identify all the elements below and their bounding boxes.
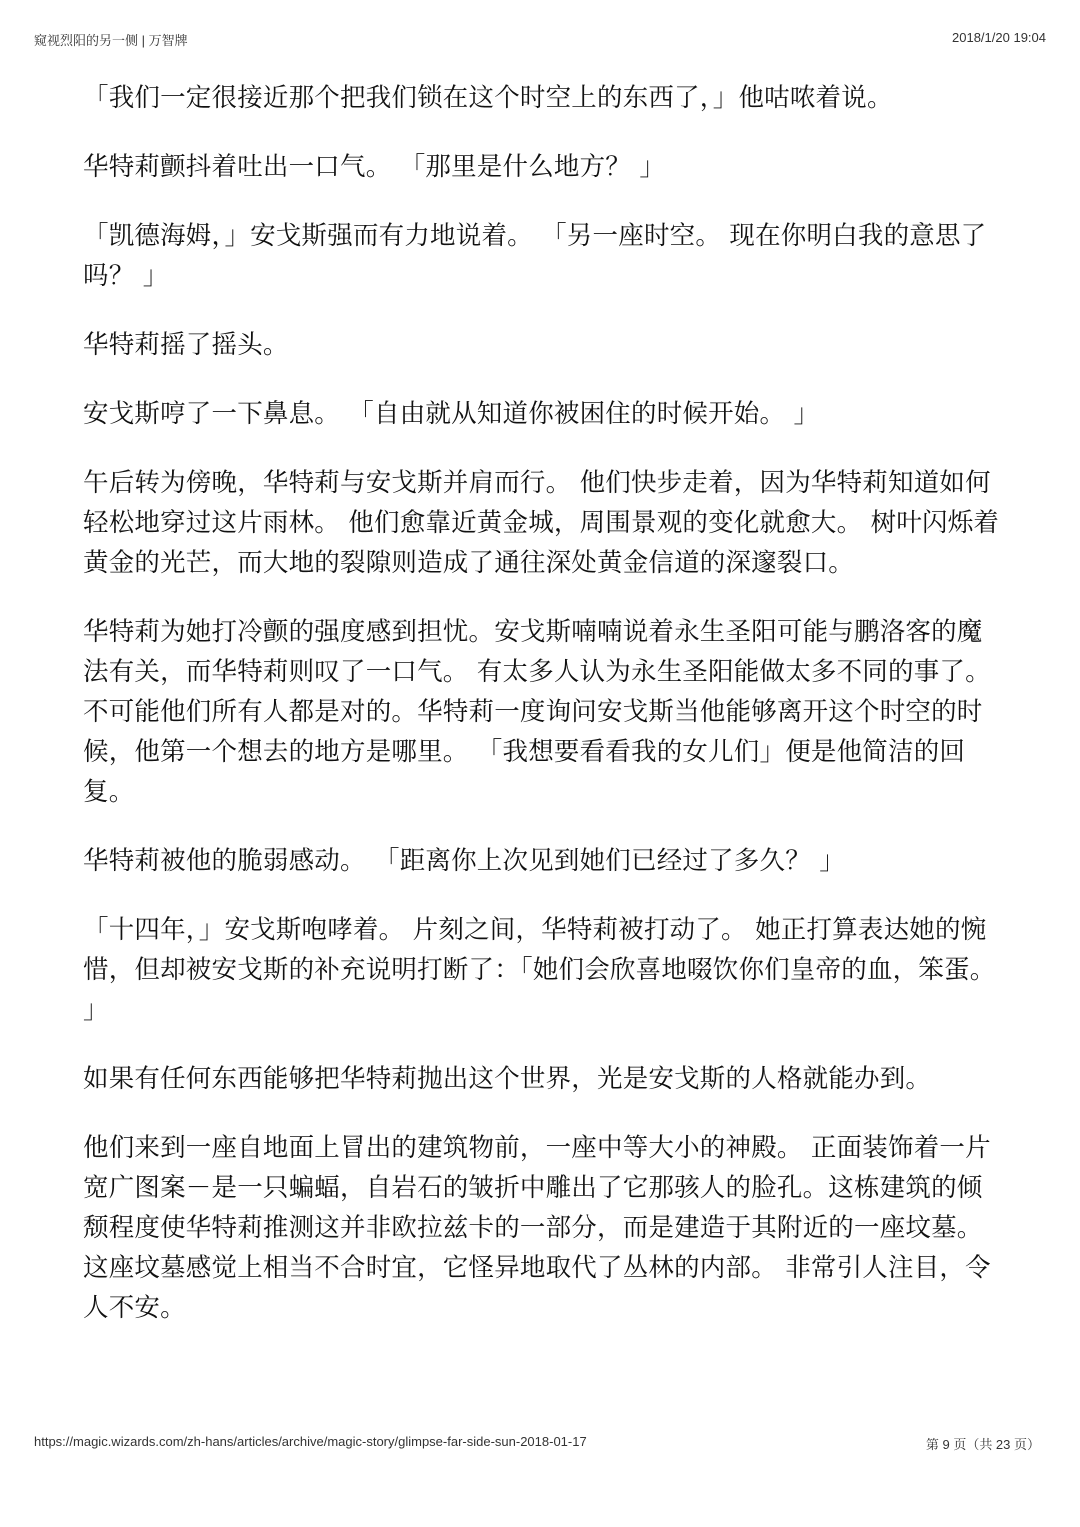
paragraph: 华特莉被他的脆弱感动。 「距离你上次见到她们已经过了多久？ 」 [83, 846, 845, 876]
paragraph: 华特莉摇了摇头。 [83, 330, 289, 360]
paragraph: 他们来到一座自地面上冒出的建筑物前，一座中等大小的神殿。 正面装饰着一片宽广图案－是一只蝙蝠，自岩石的皱折中雕出了它那骇人的脸孔。这栋建筑的倾颓程度使华特莉推测这并非欧拉兹卡的一部分，而是建造于其附近的一座坟墓。 这座坟墓感觉上相当不合时宜，它怪异地取代了丛林的内部。 非常引人注目，令人不安。 [83, 1133, 991, 1323]
paragraph: 安戈斯哼了一下鼻息。 「自由就从知道你被困住的时候开始。 」 [83, 399, 820, 429]
paragraph: 华特莉颤抖着吐出一口气。 「那里是什么地方？ 」 [83, 152, 666, 182]
paragraph: 华特莉为她打冷颤的强度感到担忧。安戈斯喃喃说着永生圣阳可能与鹏洛客的魔法有关，而华特莉则叹了一口气。 有太多人认为永生圣阳能做太多不同的事了。 不可能他们所有人都是对的。华特莉一度询问安戈斯当他能够离开这个时空的时候，他第一个想去的地方是哪里。 「我想要看看我的女儿们」便是他简洁的回复。 [83, 617, 991, 807]
print-header [34, 30, 1046, 50]
print-footer [34, 1434, 1040, 1454]
page-title: 窥视烈阳的另一侧 | 万智牌 [34, 33, 188, 48]
paragraph: 「凯德海姆，」安戈斯强而有力地说着。 「另一座时空。 现在你明白我的意思了吗？ 」 [83, 221, 987, 291]
paragraph: 午后转为傍晚，华特莉与安戈斯并肩而行。 他们快步走着，因为华特莉知道如何轻松地穿过这片雨林。 他们愈靠近黄金城，周围景观的变化就愈大。 树叶闪烁着黄金的光芒，而大地的裂隙则造成了通往深处黄金信道的深邃裂口。 [83, 468, 1000, 578]
paragraph: 如果有任何东西能够把华特莉抛出这个世界，光是安戈斯的人格就能办到。 [83, 1064, 932, 1094]
page-url[interactable]: https://magic.wizards.com/zh-hans/articles/archive/magic-story/glimpse-far-side-sun-2018-01-17 [34, 1434, 587, 1449]
page-number: 第 9 页（共 23 页） [925, 1437, 1040, 1452]
paragraph: 「十四年，」安戈斯咆哮着。 片刻之间，华特莉被打动了。 她正打算表达她的惋惜，但却被安戈斯的补充说明打断了：「她们会欣喜地啜饮你们皇帝的血，笨蛋。 」 [83, 915, 996, 1025]
paragraph: 「我们一定很接近那个把我们锁在这个时空上的东西了，」他咕哝着说。 [83, 83, 893, 113]
print-datetime: 2018/1/20 19:04 [952, 30, 1046, 45]
article-body [83, 78, 1003, 1357]
